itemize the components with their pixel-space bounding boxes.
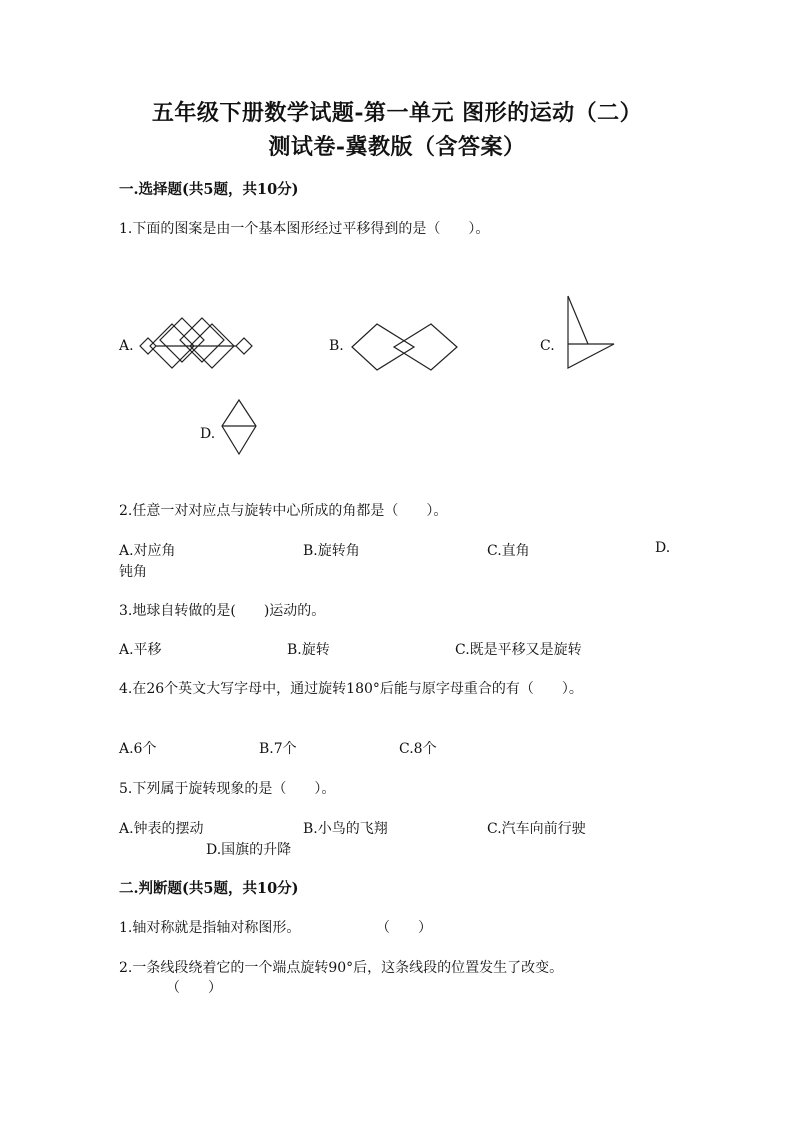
q1-option-a-figure <box>140 318 250 374</box>
q4-option-b: B.7个 <box>259 741 297 757</box>
q1-option-d-label: D. <box>200 426 216 442</box>
judgement-1-blank: （ ） <box>376 920 432 936</box>
page-title-line1: 五年级下册数学试题-第一单元 图形的运动（二） <box>151 100 643 126</box>
page-title-line2: 测试卷-冀教版（含答案） <box>268 134 526 160</box>
question-5-stem: 5.下列属于旋转现象的是（ ）。 <box>119 781 336 797</box>
question-3-stem: 3.地球自转做的是( )运动的。 <box>119 603 326 619</box>
question-4-stem: 4.在26个英文大写字母中，通过旋转180°后能与原字母重合的有（ ）。 <box>119 681 583 697</box>
q1-option-d-figure <box>222 398 258 456</box>
q3-option-b: B.旋转 <box>287 642 330 658</box>
judgement-1-stem: 1.轴对称就是指轴对称图形。 <box>119 920 301 936</box>
q5-option-a: A.钟表的摆动 <box>119 821 204 837</box>
judgement-2-stem: 2.一条线段绕着它的一个端点旋转90°后，这条线段的位置发生了改变。 <box>119 960 564 976</box>
q4-option-c: C.8个 <box>399 741 437 757</box>
q1-option-b-label: B. <box>329 338 344 354</box>
q2-option-d: D. <box>655 540 671 556</box>
q3-option-a: A.平移 <box>119 642 162 658</box>
q2-option-b: B.旋转角 <box>303 543 360 559</box>
section-heading-choice: 一.选择题(共5题，共10分) <box>119 181 299 198</box>
q2-option-c: C.直角 <box>487 543 530 559</box>
judgement-2-blank: （ ） <box>166 980 222 996</box>
q1-option-a-label: A. <box>119 338 134 354</box>
q4-option-a: A.6个 <box>119 741 157 757</box>
q5-option-d: D.国旗的升降 <box>206 842 292 858</box>
q1-option-c-label: C. <box>540 338 555 354</box>
q5-option-b: B.小鸟的飞翔 <box>303 821 388 837</box>
question-1-stem: 1.下面的图案是由一个基本图形经过平移得到的是（ ）。 <box>119 221 490 237</box>
q1-option-b-figure <box>352 324 460 370</box>
question-2-stem: 2.任意一对对应点与旋转中心所成的角都是（ ）。 <box>119 503 448 519</box>
q5-option-c: C.汽车向前行驶 <box>487 821 586 837</box>
q3-option-c: C.既是平移又是旋转 <box>455 642 582 658</box>
q2-option-d-text: 钝角 <box>119 564 147 580</box>
q1-option-c-figure <box>566 294 618 370</box>
q2-option-a: A.对应角 <box>119 543 176 559</box>
section-heading-judgement: 二.判断题(共5题，共10分) <box>119 880 299 897</box>
